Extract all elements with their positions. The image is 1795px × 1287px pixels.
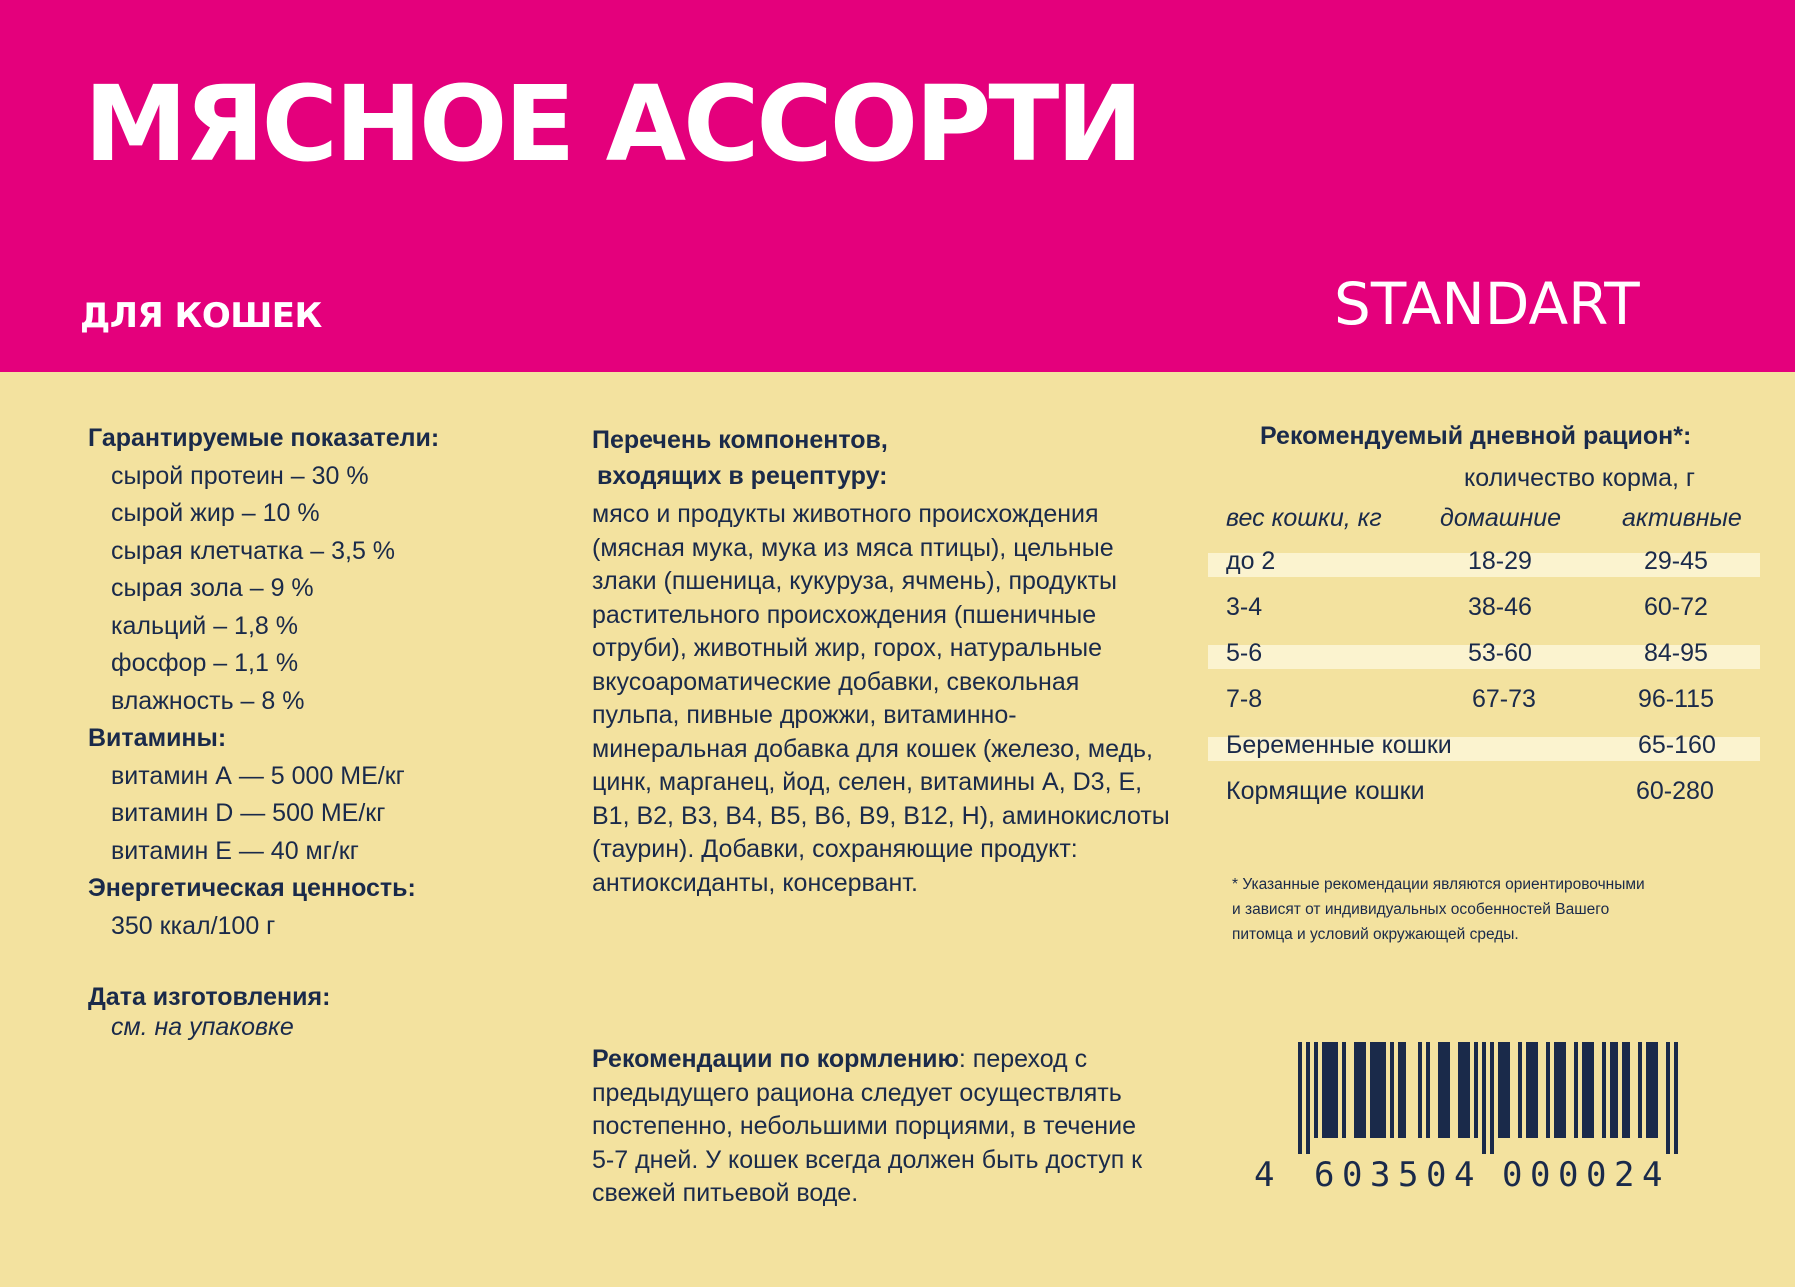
barcode-bar [1526, 1042, 1530, 1138]
cell-active: 84-95 [1644, 639, 1708, 667]
barcode-digit: 3 [1370, 1155, 1391, 1195]
barcode-guard-bar [1298, 1042, 1302, 1154]
guaranteed-item: сырой жир – 10 % [111, 499, 320, 527]
barcode-bar [1622, 1042, 1626, 1138]
cell-home: 38-46 [1468, 593, 1532, 621]
barcode-bar [1518, 1042, 1522, 1138]
ingredients-line: злаки (пшеница, кукуруза, ячмень), продукты [592, 567, 1117, 595]
cell-home: 18-29 [1468, 547, 1532, 575]
table-row [1208, 731, 1760, 761]
table-row [1208, 777, 1760, 807]
guaranteed-item: сырая клетчатка – 3,5 % [111, 536, 396, 565]
cell-active: 96-115 [1638, 685, 1714, 713]
barcode-digit: 0 [1586, 1155, 1607, 1195]
vitamin-item: витамин D — 500 МЕ/кг [111, 799, 386, 827]
barcode-bar [1330, 1042, 1334, 1138]
barcode-guard-bar [1490, 1042, 1494, 1154]
barcode-guard-bar [1666, 1042, 1670, 1154]
production-date-heading: Дата изготовления: [88, 983, 331, 1011]
barcode-bar [1590, 1042, 1594, 1138]
ingredients-line: минеральная добавка для кошек (железо, медь, [592, 734, 1153, 763]
cell-weight: 3-4 [1226, 593, 1263, 621]
barcode-bar [1370, 1042, 1374, 1138]
barcode-bar [1442, 1042, 1446, 1138]
barcode-bar [1354, 1042, 1358, 1138]
ration-footnote [1232, 872, 1645, 947]
barcode-bar [1554, 1042, 1558, 1138]
guaranteed-section [88, 420, 568, 1041]
col-header-weight: вес кошки, кг [1226, 504, 1382, 532]
barcode-bar [1638, 1042, 1642, 1138]
barcode-bar [1654, 1042, 1658, 1138]
cell-home: 67-73 [1472, 685, 1536, 713]
barcode-bar [1426, 1042, 1430, 1138]
feeding-line: : переход с [958, 1045, 1088, 1073]
barcode-bar [1322, 1042, 1326, 1138]
barcode-bar [1502, 1042, 1506, 1138]
barcode-bar [1562, 1042, 1566, 1138]
barcode-bar [1650, 1042, 1654, 1138]
barcode-digit: 0 [1558, 1155, 1579, 1195]
ingredients-line: цинк, марганец, йод, селен, витамины А, D3, E, [592, 768, 1143, 796]
cell-weight: 7-8 [1226, 685, 1263, 713]
footnote-line: * Указанные рекомендации являются ориентировочными [1232, 876, 1645, 893]
spacer [88, 945, 568, 981]
guaranteed-item: сырой протеин – 30 % [111, 461, 369, 490]
barcode-bar [1582, 1042, 1586, 1138]
guaranteed-item: сырая зола – 9 % [111, 574, 314, 602]
barcode-bar [1646, 1042, 1650, 1138]
guaranteed-heading: Гарантируемые показатели: [88, 424, 440, 452]
table-row [1208, 639, 1760, 669]
ingredients-heading-line1: Перечень компонентов, [592, 426, 888, 454]
barcode-digits [1254, 1155, 1718, 1195]
feeding-section [592, 1043, 1192, 1211]
barcode-bar [1314, 1042, 1318, 1138]
ingredients-line: пульпа, пивные дрожжи, витаминно- [592, 701, 1017, 729]
feeding-line: постепенно, небольшими порциями, в течение [592, 1112, 1136, 1140]
barcode-digit: 6 [1314, 1155, 1335, 1195]
guaranteed-item: фосфор – 1,1 % [111, 649, 299, 677]
ingredients-line: отруби), животный жир, горох, натуральные [592, 634, 1102, 662]
ration-subtitle: количество корма, г [1464, 464, 1695, 492]
vitamins-heading: Витамины: [88, 724, 227, 752]
feeding-line: 5-7 дней. У кошек всегда должен быть доступ к [592, 1145, 1143, 1174]
ingredients-line: мясо и продукты животного происхождения [592, 500, 1099, 528]
barcode-digit: 0 [1502, 1155, 1523, 1195]
barcode-bar [1530, 1042, 1534, 1138]
cell-active: 60-72 [1644, 593, 1708, 621]
barcode-guard-bar [1674, 1042, 1678, 1154]
barcode-bar [1378, 1042, 1382, 1138]
product-subtitle: ДЛЯ КОШЕК [80, 296, 322, 336]
barcode-digit: 5 [1398, 1155, 1419, 1195]
table-row [1208, 685, 1760, 715]
production-date-value: см. на упаковке [111, 1013, 294, 1041]
barcode-bar [1614, 1042, 1618, 1138]
feeding-line: предыдущего рациона следует осуществлять [592, 1078, 1122, 1107]
feeding-heading: Рекомендации по кормлению [592, 1045, 959, 1073]
barcode-bar [1602, 1042, 1606, 1138]
cell-weight: до 2 [1226, 547, 1276, 575]
cell-active: 60-280 [1636, 777, 1714, 805]
barcode-bar [1398, 1042, 1402, 1138]
ingredients-heading-line2: входящих в рецептуру: [597, 462, 888, 490]
ingredients-list [592, 498, 1192, 900]
product-title: МЯСНОЕ АССОРТИ [84, 63, 1141, 185]
barcode-bar [1382, 1042, 1386, 1138]
barcode-digit: 2 [1614, 1155, 1635, 1195]
ingredients-line: вкусоароматические добавки, свекольная [592, 667, 1080, 696]
barcode-bar [1506, 1042, 1510, 1138]
cell-weight: Беременные кошки [1226, 731, 1452, 759]
barcode-bar [1474, 1042, 1478, 1138]
barcode-bar [1558, 1042, 1562, 1138]
barcode-bar [1462, 1042, 1466, 1138]
col-header-home: домашние [1440, 504, 1562, 532]
ingredients-line: (мясная мука, мука из мяса птицы), цельные [592, 533, 1114, 562]
barcode-bar [1358, 1042, 1362, 1138]
barcode-digit: 4 [1254, 1155, 1275, 1195]
guaranteed-item: кальций – 1,8 % [111, 611, 298, 640]
brand-logo: STANDART [1334, 270, 1640, 338]
col-header-active: активные [1622, 504, 1742, 532]
cell-active: 65-160 [1638, 731, 1716, 759]
guaranteed-item: влажность – 8 % [111, 686, 305, 715]
ration-title: Рекомендуемый дневной рацион*: [1260, 422, 1692, 450]
barcode-bar [1586, 1042, 1590, 1138]
barcode-bar [1390, 1042, 1394, 1138]
barcode-digit: 4 [1454, 1155, 1475, 1195]
barcode-bar [1610, 1042, 1614, 1138]
barcode-bar [1626, 1042, 1630, 1138]
barcode-bar [1342, 1042, 1346, 1138]
barcode-bar [1498, 1042, 1502, 1138]
cell-weight: Кормящие кошки [1226, 777, 1425, 805]
barcode-bar [1458, 1042, 1462, 1138]
barcode-digit: 0 [1426, 1155, 1447, 1195]
vitamin-item: витамин А — 5 000 МЕ/кг [111, 761, 405, 790]
barcode-bar [1534, 1042, 1538, 1138]
barcode-digit: 0 [1530, 1155, 1551, 1195]
barcode-digit: 4 [1642, 1155, 1663, 1195]
energy-heading: Энергетическая ценность: [88, 874, 416, 902]
table-row [1208, 547, 1760, 577]
cell-home: 53-60 [1468, 639, 1532, 667]
footnote-line: питомца и условий окружающей среды. [1232, 926, 1519, 943]
barcode-digit: 0 [1342, 1155, 1363, 1195]
footnote-line: и зависят от индивидуальных особенностей Вашего [1232, 901, 1610, 918]
header-banner [0, 0, 1795, 372]
barcode-bar [1334, 1042, 1338, 1138]
barcode-bar [1438, 1042, 1442, 1138]
ingredients-line: (таурин). Добавки, сохраняющие продукт: [592, 835, 1078, 863]
barcode-bar [1402, 1042, 1406, 1138]
barcode-image [1254, 1040, 1718, 1160]
barcode-bar [1546, 1042, 1550, 1138]
table-row [1208, 593, 1760, 623]
ingredients-line: антиоксиданты, консервант. [592, 868, 918, 897]
energy-value: 350 ккал/100 г [111, 911, 276, 940]
cell-active: 29-45 [1644, 547, 1708, 575]
barcode-guard-bar [1482, 1042, 1486, 1154]
barcode-bar [1574, 1042, 1578, 1138]
ingredients-line: растительного происхождения (пшеничные [592, 600, 1097, 629]
ingredients-section [592, 422, 1192, 900]
barcode-bar [1326, 1042, 1330, 1138]
barcode-bar [1418, 1042, 1422, 1138]
barcode-bar [1362, 1042, 1366, 1138]
cell-weight: 5-6 [1226, 639, 1263, 667]
ingredients-line: B1, B2, B3, B4, B5, B6, B9, B12, H), аминокислоты [592, 801, 1170, 830]
barcode-guard-bar [1306, 1042, 1310, 1154]
vitamin-item: витамин Е — 40 мг/кг [111, 836, 359, 865]
feeding-line: свежей питьевой воде. [592, 1179, 859, 1207]
barcode-bar [1446, 1042, 1450, 1138]
feeding-first-line [592, 1043, 1192, 1077]
barcode-bar [1374, 1042, 1378, 1138]
barcode-bar [1466, 1042, 1470, 1138]
